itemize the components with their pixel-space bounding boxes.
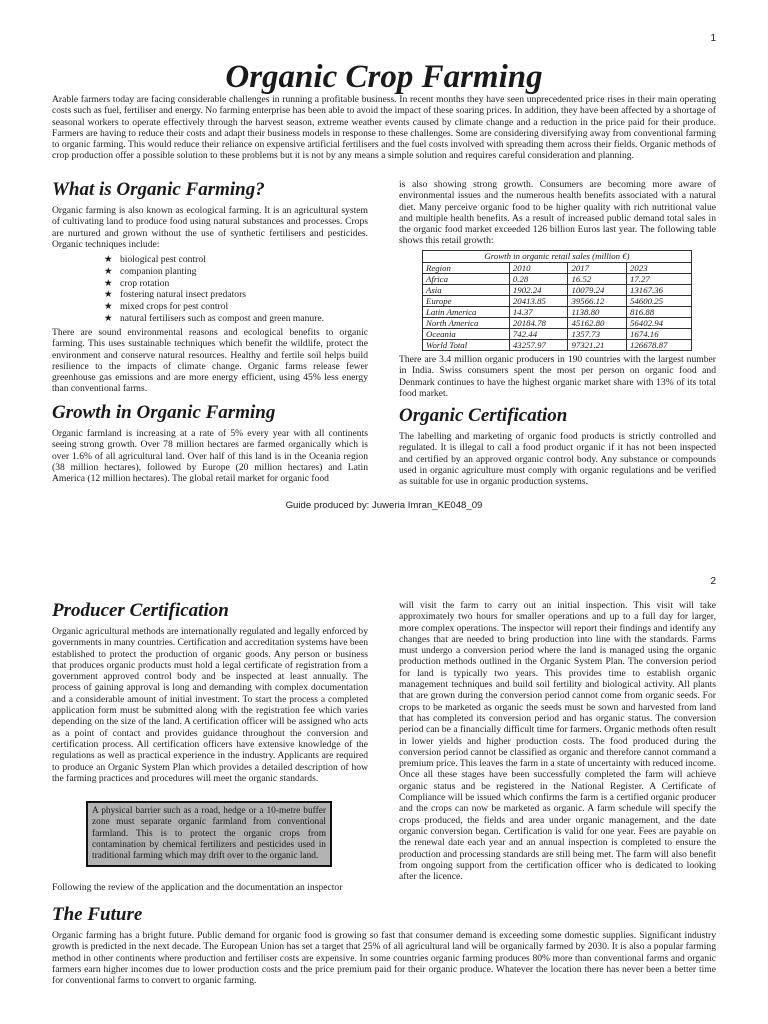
table-header-cell: 2017 — [568, 262, 627, 273]
table-value-cell: 0.28 — [509, 273, 568, 284]
what-is-organic-heading: What is Organic Farming? — [52, 179, 265, 200]
growth-heading: Growth in Organic Farming — [52, 402, 276, 423]
producers-paragraph: There are 3.4 million organic producers in 190 countries with the largest number in India. Swiss consumers spent the most per person on organic food and Denmark continues to have the highest organic market share with 13% of its total food market. — [399, 354, 716, 399]
star-bullet-icon: ★ — [104, 254, 113, 265]
future-heading: The Future — [52, 904, 143, 925]
star-bullet-icon: ★ — [104, 301, 113, 313]
technique-text: crop rotation — [120, 277, 170, 289]
producer-certification-paragraph: Organic agricultural methods are internationally regulated and legally enforced by governments in many countries. Certification and accreditation systems have been established to protect the production of organic goods. Any person or business that produces organic products must hold a legal certificate of registration from a government approved control body and be inspected at least annually. The process of gaining approval is long and demanding with complex documentation and a considerable amount of initial investment. To start the process a completed application form must be submitted along with the registration fee which varies depending on the size of the land. A certification officer will be assigned who acts as a point of contact and provides guidance throughout the conversion and certification process. All certification officers have extensive knowledge of the regulations as well as practical experience in the industry. Applicants are required to produce an Organic System Plan which provides a detailed description of how the farming practices and procedures will meet the organic standards. — [52, 626, 368, 784]
what-is-organic-paragraph: Organic farming is also known as ecological farming. It is an agricultural system of cultivating land to produce food using natural substances and processes. Crops are nurtured and grown without the use of synthetic fertilisers and pesticides. Organic techniques include: — [52, 205, 368, 250]
technique-list-item — [104, 278, 368, 290]
retail-sales-table — [422, 250, 692, 351]
star-bullet-icon: ★ — [104, 265, 113, 277]
technique-list-item — [104, 301, 368, 313]
table-row — [423, 284, 692, 295]
table-value-cell: 1357.73 — [568, 328, 627, 339]
table-value-cell: 1674.16 — [627, 328, 692, 339]
table-row — [423, 328, 692, 339]
following-review-paragraph: Following the review of the application and the documentation an inspector — [52, 882, 343, 893]
table-value-cell: 16.52 — [568, 273, 627, 284]
organic-techniques-list — [104, 254, 368, 325]
star-bullet-icon: ★ — [104, 312, 113, 324]
technique-text: fostering natural insect predators — [120, 289, 247, 301]
inspection-paragraph: will visit the farm to carry out an initial inspection. This visit will take approximately two hours for smaller operations and up to a full day for larger, more complex operations. The inspector will report their findings and identify any changes that are needed to bring production into line with the standards. Farms must undergo a conversion period where the land is managed using the organic production methods outlined in the Organic System Plan. The conversion period for land is typically two years. This provides time to establish organic management techniques and build soil fertility and biological activity. All plants that are grown during the conversion period cannot come from organic seeds. For crops to be marketed as organic the seeds must be sown and harvested from land that has completed its conversion period and has organic status. The conversion period can be a financially difficult time for farmers. Organic methods often result in lower yields and higher production costs. The food produced during the conversion period cannot be classified as organic and therefore cannot command a premium price. This leaves the farm in a state of uncertainty with reduced income. Once all these stages have been successfully completed the farm will achieve organic status and be registered in the National Register. A Certificate of Compliance will be issued which confirms the farm is a certified organic producer and the crops can now be marketed as organic. A farm schedule will specify the crops produced, the fields and area under organic management, and the date organic conversion began. Certification is valid for one year. Fees are payable on the renewal date each year and an annual inspection is completed to ensure the production and processing standards are still being met. The farm will also benefit from ongoing support from the certification officer who is dedicated to looking after the licence. — [399, 600, 716, 883]
table-value-cell: 43257.97 — [509, 339, 568, 350]
table-header-row — [423, 262, 692, 273]
table-region-cell: Europe — [423, 295, 510, 306]
environmental-reasons-paragraph: There are sound environmental reasons and ecological benefits to organic farming. This uses sustainable techniques which benefit the wildlife, protect the environment and conserve natural resources. Healthy and fertile soil helps build resilience to the impacts of climate change. Organic farms release fewer greenhouse gas emissions and are more energy efficient, using 45% less energy than conventional farms. — [52, 327, 368, 395]
technique-text: companion planting — [120, 265, 197, 277]
table-row — [423, 317, 692, 328]
star-bullet-icon: ★ — [104, 289, 113, 301]
table-value-cell: 20184.78 — [509, 317, 568, 328]
technique-text: natural fertilisers such as compost and green manure. — [120, 312, 325, 324]
table-region-cell: World Total — [423, 339, 510, 350]
buffer-zone-callout: A physical barrier such as a road, hedge or a 10-metre buffer zone must separate organic farmland from conventional farmland. This is to protect the organic crops from contamination by chemical fertilizers and pesticides used in traditional farming which may drift over to the organic land. — [86, 801, 332, 867]
table-region-cell: Africa — [423, 273, 510, 284]
table-row — [423, 295, 692, 306]
table-value-cell: 20413.85 — [509, 295, 568, 306]
growth-continued-paragraph: is also showing strong growth. Consumers are becoming more aware of environmental issues and the numerous health benefits associated with a natural diet. Many perceive organic food to be higher quality with rich nutritional value and multiple health benefits. As a result of increased public demand total sales in the organic food market exceeded 126 billion Euros last year. The following table shows this retail growth: — [399, 179, 716, 247]
table-value-cell: 39566.12 — [568, 295, 627, 306]
technique-list-item — [104, 266, 368, 278]
table-caption: Growth in organic retail sales (million €) — [422, 250, 692, 262]
table-value-cell: 816.88 — [627, 306, 692, 317]
table-region-cell: North America — [423, 317, 510, 328]
table-region-cell: Latin America — [423, 306, 510, 317]
table-value-cell: 54600.25 — [627, 295, 692, 306]
technique-text: mixed crops for pest control — [120, 301, 229, 313]
technique-list-item — [104, 254, 368, 266]
table-value-cell: 126678.87 — [627, 339, 692, 350]
organic-certification-paragraph: The labelling and marketing of organic food products is strictly controlled and regulated. It is illegal to call a food product organic if it has not been inspected and certified by an approved organic control body. Any substance or compounds used in organic agriculture must comply with organic regulations and be verified as suitable for use in organic production systems. — [399, 431, 716, 488]
growth-paragraph: Organic farmland is increasing at a rate of 5% every year with all continents seeing strong growth. Over 78 million hectares are farmed organically which is over 1.6% of all agricultural land. Over half of this land is in the Oceania region (38 million hectares), followed by Europe (20 million hectares) and Latin America (12 million hectares). The global retail market for organic food — [52, 428, 368, 485]
table-value-cell: 14.37 — [509, 306, 568, 317]
star-bullet-icon: ★ — [104, 277, 113, 289]
table-value-cell: 10079.24 — [568, 284, 627, 295]
table-region-cell: Oceania — [423, 328, 510, 339]
intro-paragraph: Arable farmers today are facing considerable challenges in running a profitable business. In recent months they have seen unprecedented price rises in their main operating costs such as fuel, fertiliser and energy. No farming enterprise has been able to avoid the impact of these soaring prices. In addition, they have been affected by a shortage of seasonal workers to operate effectively through the harvest season, extreme weather events caused by climate change and a reduction in the price paid for their produce. Farmers are having to reduce their costs and adapt their business models in response to these challenges. Some are considering diversifying away from conventional farming to organic farming. This would reduce their reliance on expensive artificial fertilisers and the fuel costs involved with spreading them across their fields. Organic methods of crop production offer a possible solution to these problems but it is not by any means a simple solution and requires careful consideration and planning. — [52, 94, 716, 162]
table-value-cell: 97321.21 — [568, 339, 627, 350]
page-number: 2 — [710, 576, 716, 587]
table-row — [423, 306, 692, 317]
table-value-cell: 1138.80 — [568, 306, 627, 317]
table-header-cell: Region — [423, 262, 510, 273]
table-value-cell: 13167.36 — [627, 284, 692, 295]
table-value-cell: 1902.24 — [509, 284, 568, 295]
table-value-cell: 56402.94 — [627, 317, 692, 328]
table-row — [423, 339, 692, 350]
page-footer: Guide produced by: Juweria Imran_KE048_09 — [285, 500, 483, 511]
table-header-cell: 2023 — [627, 262, 692, 273]
technique-list-item — [104, 313, 368, 325]
page-title: Organic Crop Farming — [225, 59, 543, 95]
future-paragraph: Organic farming has a bright future. Public demand for organic food is growing so fast that consumer demand is exceeding some domestic supplies. Significant industry growth is predicted in the next decade. The European Union has set a target that 25% of all agricultural land will be organically farmed by 2030. It is also a popular farming method in other continents where production and fertiliser costs are expensive. In some countries organic farming produces 80% more than conventional farms and organic farmers earn higher incomes due to lower production costs and the price premium paid for their organic produce. Whatever the location there has never been a better time for conventional farms to convert to organic farming. — [52, 930, 716, 987]
table-value-cell: 45162.80 — [568, 317, 627, 328]
technique-text: biological pest control — [120, 254, 206, 265]
page-number: 1 — [710, 33, 716, 44]
producer-certification-heading: Producer Certification — [52, 600, 229, 621]
table-region-cell: Asia — [423, 284, 510, 295]
table-row — [423, 273, 692, 284]
table-value-cell: 742.44 — [509, 328, 568, 339]
technique-list-item — [104, 289, 368, 301]
table-header-cell: 2010 — [509, 262, 568, 273]
organic-certification-heading: Organic Certification — [399, 405, 568, 426]
table-value-cell: 17.27 — [627, 273, 692, 284]
